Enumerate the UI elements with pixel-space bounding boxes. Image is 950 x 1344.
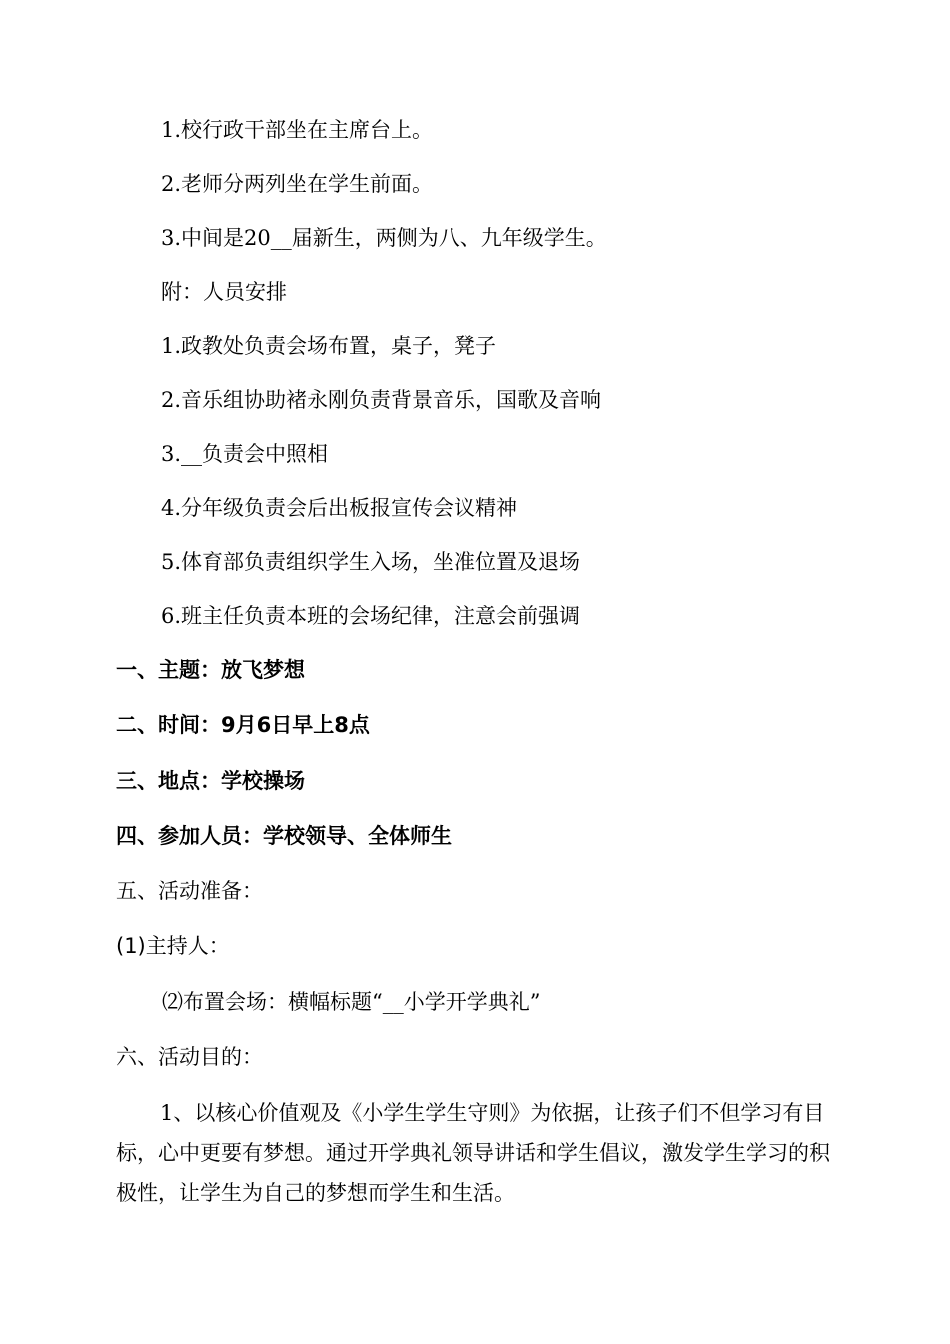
arrangement-item-1: 1.校行政干部坐在主席台上。 — [161, 118, 434, 142]
personnel-item-3: 3.__负责会中照相 — [161, 442, 329, 466]
personnel-item-1: 1.政教处负责会场布置，桌子，凳子 — [161, 334, 497, 358]
plan-time: 二、时间：9月6日早上8点 — [116, 713, 370, 737]
prep-item-1: (1)主持人： — [116, 934, 230, 958]
plan-place: 三、地点：学校操场 — [116, 769, 305, 793]
arrangement-item-3: 3.中间是20__届新生，两侧为八、九年级学生。 — [161, 226, 607, 250]
personnel-item-5: 5.体育部负责组织学生入场，坐准位置及退场 — [161, 550, 581, 574]
personnel-item-6: 6.班主任负责本班的会场纪律，注意会前强调 — [161, 604, 581, 628]
plan-theme: 一、主题：放飞梦想 — [116, 658, 305, 682]
arrangement-item-2: 2.老师分两列坐在学生前面。 — [161, 172, 434, 196]
plan-purpose: 六、活动目的： — [116, 1045, 263, 1069]
plan-participants: 四、参加人员：学校领导、全体师生 — [116, 824, 452, 848]
purpose-paragraph: 1、以核心价值观及《小学生学生守则》为依据，让孩子们不但学习有目标，心中更要有梦想。通过开学典礼领导讲话和学生倡议，激发学生学习的积极性，让学生为自己的梦想而学生和生活。 — [116, 1101, 830, 1205]
plan-preparation: 五、活动准备： — [116, 879, 263, 903]
personnel-heading: 附：人员安排 — [161, 280, 287, 304]
prep-item-2: ⑵布置会场：横幅标题“__小学开学典礼” — [162, 990, 541, 1014]
personnel-item-2: 2.音乐组协助褚永刚负责背景音乐，国歌及音响 — [161, 388, 602, 412]
personnel-item-4: 4.分年级负责会后出板报宣传会议精神 — [161, 496, 518, 520]
